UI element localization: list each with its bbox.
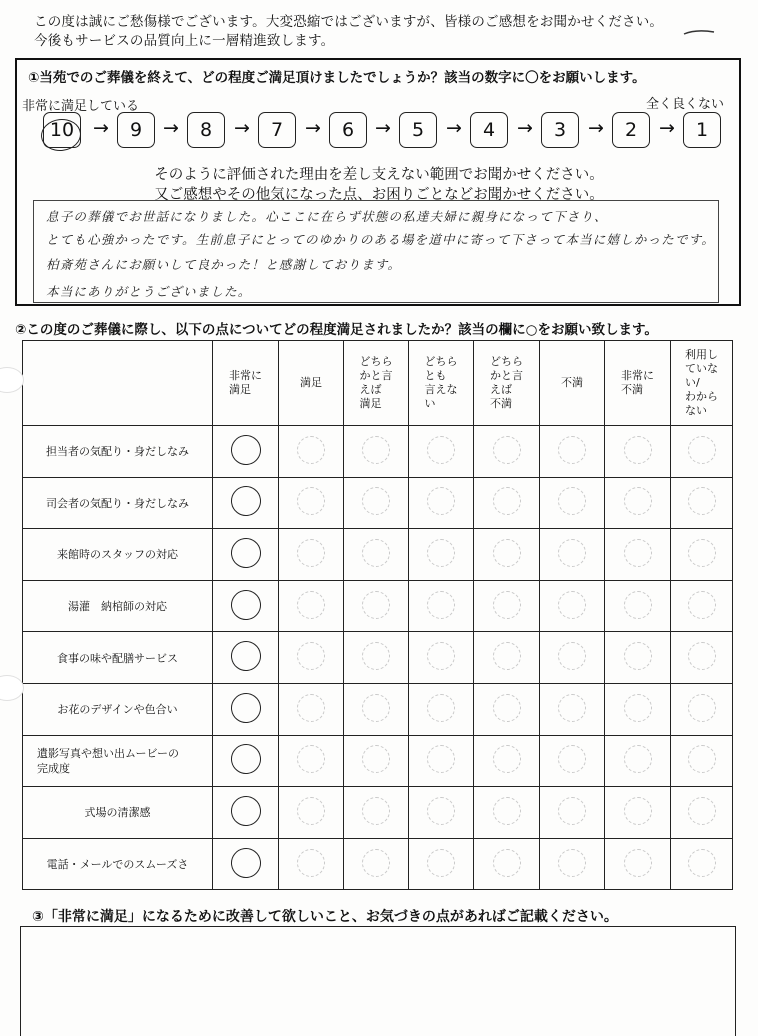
rating-option-3[interactable]: 3 <box>541 112 579 148</box>
arrow-icon: → <box>234 117 250 139</box>
column-header <box>344 341 409 426</box>
dashed-circle-guide <box>624 694 652 722</box>
rating-cell[interactable] <box>474 683 540 735</box>
dashed-circle-guide <box>297 694 325 722</box>
rating-cell[interactable] <box>540 683 605 735</box>
dashed-circle-guide <box>493 539 521 567</box>
row-item-label: 食事の味や配膳サービス <box>23 632 213 684</box>
rating-cell[interactable] <box>540 735 605 787</box>
rating-cell[interactable] <box>540 477 605 529</box>
dashed-circle-guide <box>624 849 652 877</box>
handwritten-underline-mark <box>682 27 716 37</box>
dashed-circle-guide <box>558 487 586 515</box>
punch-hole <box>0 367 24 393</box>
arrow-icon: → <box>163 117 179 139</box>
rating-cell[interactable] <box>671 838 733 890</box>
rating-cell[interactable] <box>409 426 474 478</box>
handwritten-comment-line: とても心強かったです。生前息子にとってのゆかりのある場を道中に寄って下さって本当に嬉しかったです。 <box>46 232 716 247</box>
rating-cell[interactable] <box>279 477 344 529</box>
rating-option-6[interactable]: 6 <box>329 112 367 148</box>
dashed-circle-guide <box>688 849 716 877</box>
rating-cell[interactable] <box>671 632 733 684</box>
arrow-icon: → <box>93 117 109 139</box>
intro-line-2: 今後もサービスの品質向上に一層精進致します。 <box>34 33 335 49</box>
column-header-label: どちら かと言 えば 満足 <box>359 355 393 410</box>
rating-cell[interactable] <box>279 787 344 839</box>
dashed-circle-guide <box>558 745 586 773</box>
row-item-label: 湯灌 納棺師の対応 <box>23 580 213 632</box>
table-row <box>23 683 733 735</box>
rating-cell[interactable] <box>344 529 409 581</box>
column-header <box>474 341 540 426</box>
dashed-circle-guide <box>688 745 716 773</box>
rating-cell[interactable] <box>279 426 344 478</box>
selected-circle-mark <box>229 588 263 622</box>
rating-cell[interactable] <box>344 838 409 890</box>
rating-cell[interactable] <box>605 580 671 632</box>
rating-cell[interactable] <box>474 632 540 684</box>
column-header-label: どちら かと言 えば 不満 <box>490 355 523 410</box>
rating-option-5[interactable]: 5 <box>399 112 437 148</box>
dashed-circle-guide <box>558 436 586 464</box>
row-item-label: お花のデザインや色合い <box>23 683 213 735</box>
dashed-circle-guide <box>558 797 586 825</box>
rating-cell[interactable] <box>671 683 733 735</box>
rating-cell[interactable] <box>540 787 605 839</box>
dashed-circle-guide <box>362 745 390 773</box>
rating-cell[interactable] <box>605 529 671 581</box>
table-row <box>23 477 733 529</box>
selected-circle-mark <box>229 433 263 467</box>
table-row <box>23 838 733 890</box>
improvement-comment-box[interactable] <box>20 926 736 1036</box>
arrow-icon: → <box>305 117 321 139</box>
dashed-circle-guide <box>624 539 652 567</box>
arrow-icon: → <box>375 117 391 139</box>
rating-cell[interactable] <box>671 529 733 581</box>
rating-cell[interactable] <box>540 529 605 581</box>
dashed-circle-guide <box>297 591 325 619</box>
table-row <box>23 735 733 787</box>
dashed-circle-guide <box>297 436 325 464</box>
reason-prompt: そのように評価された理由を差し支えない範囲でお聞かせください。 <box>154 167 604 183</box>
rating-cell[interactable] <box>279 529 344 581</box>
punch-hole <box>0 675 24 701</box>
column-header <box>540 341 605 426</box>
section-2-title: ②この度のご葬儀に際し、以下の点についてどの程度満足されましたか？該当の欄に○をお願い致します。 <box>15 322 658 338</box>
arrow-icon: → <box>659 117 675 139</box>
rating-cell[interactable] <box>213 632 279 684</box>
rating-cell[interactable] <box>213 787 279 839</box>
dashed-circle-guide <box>688 487 716 515</box>
rating-cell[interactable] <box>409 477 474 529</box>
dashed-circle-guide <box>297 642 325 670</box>
selected-circle-mark <box>229 484 263 518</box>
dashed-circle-guide <box>362 591 390 619</box>
rating-cell[interactable] <box>344 580 409 632</box>
rating-option-10[interactable]: 10 <box>43 112 81 148</box>
rating-cell[interactable] <box>474 477 540 529</box>
dashed-circle-guide <box>493 797 521 825</box>
rating-cell[interactable] <box>540 426 605 478</box>
dashed-circle-guide <box>624 642 652 670</box>
dashed-circle-guide <box>427 591 455 619</box>
rating-cell[interactable] <box>540 632 605 684</box>
rating-cell[interactable] <box>474 529 540 581</box>
dashed-circle-guide <box>427 797 455 825</box>
rating-cell[interactable] <box>605 426 671 478</box>
handwritten-comment-line: 柏斎苑さんにお願いして良かった！と感謝しております。 <box>46 257 402 272</box>
selected-circle-mark <box>229 536 263 570</box>
dashed-circle-guide <box>362 797 390 825</box>
dashed-circle-guide <box>493 642 521 670</box>
rating-cell[interactable] <box>671 735 733 787</box>
comment-box[interactable] <box>33 200 719 303</box>
column-header-label: 不満 <box>561 376 583 389</box>
rating-cell[interactable] <box>409 632 474 684</box>
rating-option-1[interactable]: 1 <box>683 112 721 148</box>
rating-cell[interactable] <box>409 529 474 581</box>
arrow-icon: → <box>446 117 462 139</box>
column-header <box>671 341 733 426</box>
dashed-circle-guide <box>362 642 390 670</box>
dashed-circle-guide <box>427 642 455 670</box>
dashed-circle-guide <box>362 849 390 877</box>
dashed-circle-guide <box>558 849 586 877</box>
table-row <box>23 529 733 581</box>
section-1-title: ①当苑でのご葬儀を終えて、どの程度ご満足頂けましたでしょうか？該当の数字に〇をお願いします。 <box>28 70 646 86</box>
dashed-circle-guide <box>558 591 586 619</box>
rating-cell[interactable] <box>474 787 540 839</box>
intro-line-1: この度は誠にご愁傷様でございます。大変恐縮ではございますが、皆様のご感想をお聞かせください。 <box>34 14 664 30</box>
table-row <box>23 787 733 839</box>
dashed-circle-guide <box>427 436 455 464</box>
rating-cell[interactable] <box>409 580 474 632</box>
dashed-circle-guide <box>493 745 521 773</box>
dashed-circle-guide <box>493 694 521 722</box>
column-header-label: 満足 <box>300 376 322 389</box>
dashed-circle-guide <box>427 487 455 515</box>
rating-cell[interactable] <box>344 426 409 478</box>
dashed-circle-guide <box>297 745 325 773</box>
dashed-circle-guide <box>493 487 521 515</box>
rating-option-7[interactable]: 7 <box>258 112 296 148</box>
rating-cell[interactable] <box>671 426 733 478</box>
row-item-label: 式場の清潔感 <box>23 787 213 839</box>
rating-cell[interactable] <box>279 580 344 632</box>
rating-cell[interactable] <box>671 477 733 529</box>
dashed-circle-guide <box>427 745 455 773</box>
rating-cell[interactable] <box>409 735 474 787</box>
column-header-label: 非常に 不満 <box>621 369 654 396</box>
column-header <box>409 341 474 426</box>
rating-cell[interactable] <box>279 838 344 890</box>
rating-cell[interactable] <box>344 735 409 787</box>
header-blank <box>23 341 213 426</box>
dashed-circle-guide <box>624 591 652 619</box>
rating-option-9[interactable]: 9 <box>117 112 155 148</box>
dashed-circle-guide <box>493 591 521 619</box>
rating-cell[interactable] <box>474 426 540 478</box>
handwritten-comment-line: 息子の葬儀でお世話になりました。心ここに在らず状態の私達夫婦に親身になって下さり、 <box>46 209 608 224</box>
dashed-circle-guide <box>558 642 586 670</box>
rating-cell[interactable] <box>605 838 671 890</box>
section-3-title: ③「非常に満足」になるために改善して欲しいこと、お気づきの点があればご記載ください。 <box>32 909 618 925</box>
rating-option-4[interactable]: 4 <box>470 112 508 148</box>
satisfaction-table <box>22 340 733 890</box>
dashed-circle-guide <box>493 849 521 877</box>
column-header <box>213 341 279 426</box>
rating-cell[interactable] <box>213 683 279 735</box>
rating-option-8[interactable]: 8 <box>187 112 225 148</box>
rating-cell[interactable] <box>605 632 671 684</box>
rating-cell[interactable] <box>474 735 540 787</box>
dashed-circle-guide <box>624 797 652 825</box>
rating-cell[interactable] <box>344 683 409 735</box>
rating-cell[interactable] <box>213 529 279 581</box>
scale-label-high: 非常に満足している <box>22 99 140 114</box>
handwritten-comment-line: 本当にありがとうございました。 <box>46 284 252 299</box>
feedback-prompt: 又ご感想やその他気になった点、お困りごとなどお聞かせください。 <box>154 187 604 203</box>
rating-option-2[interactable]: 2 <box>612 112 650 148</box>
selected-circle-mark <box>229 639 263 673</box>
dashed-circle-guide <box>297 797 325 825</box>
rating-cell[interactable] <box>605 735 671 787</box>
selected-circle-mark <box>229 691 263 725</box>
rating-cell[interactable] <box>605 477 671 529</box>
dashed-circle-guide <box>688 539 716 567</box>
dashed-circle-guide <box>624 436 652 464</box>
dashed-circle-guide <box>493 436 521 464</box>
rating-cell[interactable] <box>213 735 279 787</box>
dashed-circle-guide <box>362 539 390 567</box>
selected-circle-mark <box>229 846 263 880</box>
dashed-circle-guide <box>624 487 652 515</box>
dashed-circle-guide <box>427 539 455 567</box>
rating-cell[interactable] <box>474 580 540 632</box>
dashed-circle-guide <box>362 694 390 722</box>
dashed-circle-guide <box>688 591 716 619</box>
rating-cell[interactable] <box>279 683 344 735</box>
dashed-circle-guide <box>558 539 586 567</box>
rating-cell[interactable] <box>540 838 605 890</box>
dashed-circle-guide <box>427 694 455 722</box>
dashed-circle-guide <box>688 694 716 722</box>
row-item-label: 担当者の気配り・身だしなみ <box>23 426 213 478</box>
row-item-label: 遺影写真や想い出ムービーの 完成度 <box>23 735 213 787</box>
rating-cell[interactable] <box>344 787 409 839</box>
table-header-row <box>23 341 733 426</box>
row-item-label: 電話・メールでのスムーズさ <box>23 838 213 890</box>
selected-circle-mark <box>229 794 263 828</box>
rating-cell[interactable] <box>409 683 474 735</box>
arrow-icon: → <box>588 117 604 139</box>
rating-cell[interactable] <box>213 477 279 529</box>
dashed-circle-guide <box>558 694 586 722</box>
arrow-icon: → <box>517 117 533 139</box>
rating-cell[interactable] <box>409 838 474 890</box>
column-header-label: 非常に 満足 <box>229 369 262 396</box>
dashed-circle-guide <box>362 436 390 464</box>
rating-cell[interactable] <box>279 632 344 684</box>
rating-cell[interactable] <box>213 580 279 632</box>
column-header-label: 利用し ていな い/ わから ない <box>685 348 718 417</box>
dashed-circle-guide <box>688 436 716 464</box>
rating-cell[interactable] <box>213 426 279 478</box>
rating-cell[interactable] <box>605 683 671 735</box>
table-row <box>23 426 733 478</box>
dashed-circle-guide <box>297 487 325 515</box>
dashed-circle-guide <box>427 849 455 877</box>
selected-circle-mark <box>229 742 263 776</box>
rating-cell[interactable] <box>540 580 605 632</box>
dashed-circle-guide <box>688 642 716 670</box>
row-item-label: 司会者の気配り・身だしなみ <box>23 477 213 529</box>
column-header-label: どちら とも 言えな い <box>424 355 458 410</box>
dashed-circle-guide <box>624 745 652 773</box>
rating-cell[interactable] <box>213 838 279 890</box>
rating-cell[interactable] <box>344 477 409 529</box>
dashed-circle-guide <box>688 797 716 825</box>
rating-cell[interactable] <box>605 787 671 839</box>
scale-label-low: 全く良くない <box>646 97 725 112</box>
rating-cell[interactable] <box>279 735 344 787</box>
rating-cell[interactable] <box>671 787 733 839</box>
rating-cell[interactable] <box>409 787 474 839</box>
table-row <box>23 632 733 684</box>
dashed-circle-guide <box>297 539 325 567</box>
column-header <box>279 341 344 426</box>
column-header <box>605 341 671 426</box>
table-row <box>23 580 733 632</box>
rating-cell[interactable] <box>671 580 733 632</box>
rating-cell[interactable] <box>474 838 540 890</box>
rating-cell[interactable] <box>344 632 409 684</box>
dashed-circle-guide <box>362 487 390 515</box>
row-item-label: 来館時のスタッフの対応 <box>23 529 213 581</box>
dashed-circle-guide <box>297 849 325 877</box>
